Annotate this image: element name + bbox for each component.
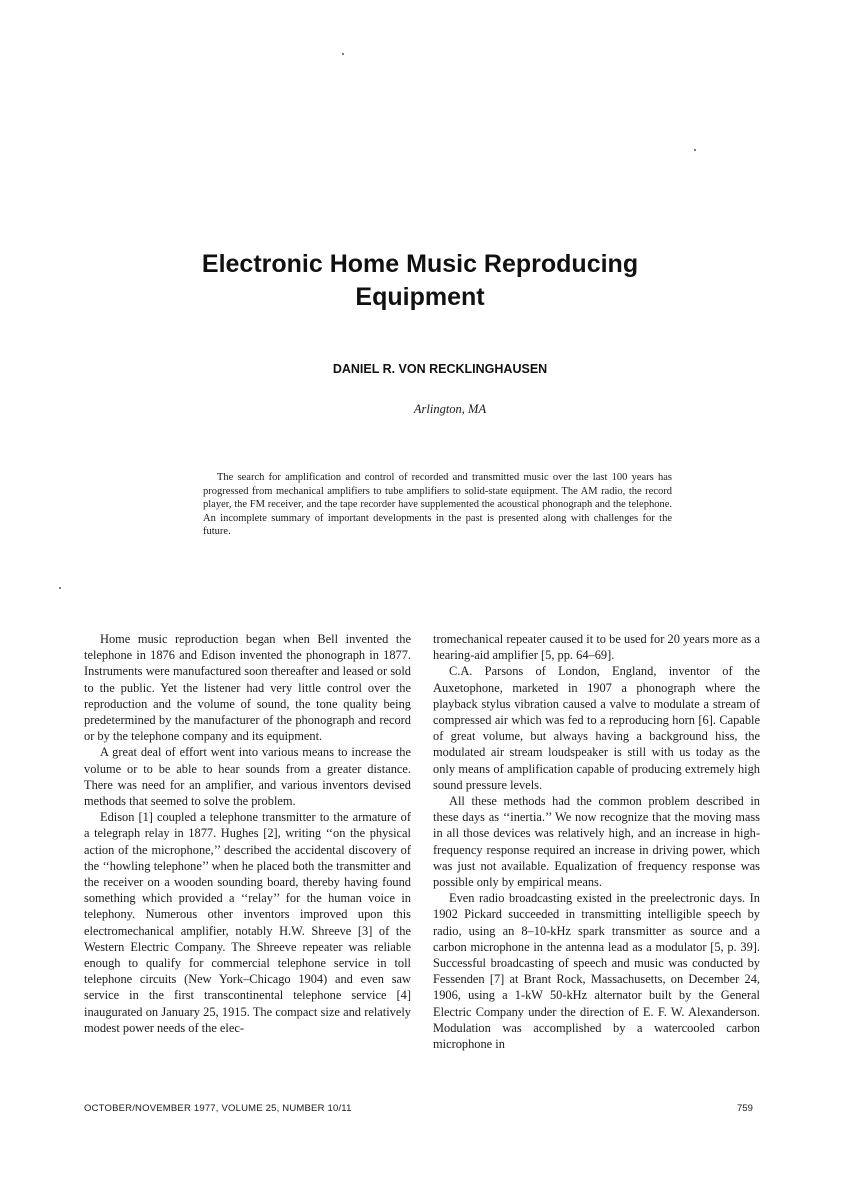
- scan-speck: [59, 587, 61, 589]
- body-column-left: [84, 631, 411, 1036]
- author-name: DANIEL R. VON RECKLINGHAUSEN: [332, 362, 548, 376]
- body-paragraph: All these methods had the common problem described in these days as ‘‘inertia.’’ We now recognize that the moving mass in all those devices was relatively high, and an increase in high-frequency response required an increase in driving power, which was just not available. Equalization of frequency response was possible only by empirical means.: [433, 794, 760, 890]
- body-paragraph: Edison [1] coupled a telephone transmitter to the armature of a telegraph relay in 1877. Hughes [2], writing ‘‘on the physical action of the microphone,’’ described the accidental discovery of the ‘‘howling telephone’’ when he placed both the transmitter and the receiver on a wooden sounding board, thereby having found something which provided a ‘‘relay’’ for the human voice in telephony. Numerous other inventors improved upon this electromechanical amplifier, notably H.W. Shreeve [3] of the Western Electric Company. The Shreeve repeater was reliable enough to qualify for commercial telephone service in toll telephone circuits (New York–Chicago 1904) and even saw service in the first transcontinental telephone service [4] inaugurated on January 25, 1915. The compact size and relatively modest power needs of the elec-: [84, 810, 411, 1035]
- body-paragraph: C.A. Parsons of London, England, inventor of the Auxetophone, marketed in 1907 a phonograph where the playback stylus vibration caused a valve to modulate a stream of compressed air which was fed to a reproducing horn [6]. Capable of great volume, but always having a background hiss, the modulated air stream loudspeaker is still with us today as the only means of amplification capable of producing extremely high sound pressure levels.: [433, 664, 760, 792]
- scan-speck: [694, 149, 696, 151]
- body-column-right: [433, 631, 760, 1052]
- body-paragraph: Even radio broadcasting existed in the preelectronic days. In 1902 Pickard succeeded in transmitting intelligible speech by radio, using an 8–10-kHz spark transmitter as source and a carbon microphone in the antenna lead as a modulator [5, p. 39]. Successful broadcasting of speech and music was conducted by Fessenden [7] at Brant Rock, Massachusetts, on December 24, 1906, using a 1-kW 50-kHz alternator built by the General Electric Company under the direction of E. F. W. Alexanderson. Modulation was accomplished by a watercooled carbon microphone in: [433, 891, 760, 1052]
- body-paragraph: A great deal of effort went into various means to increase the volume or to be able to hear sounds from a greater distance. There was need for an amplifier, and various inventors devised methods that seemed to solve the problem.: [84, 745, 411, 809]
- abstract: The search for amplification and control of recorded and transmitted music over the last 100 years has progressed from mechanical amplifiers to tube amplifiers to solid-state equipment. The AM radio, the record player, the FM receiver, and the tape recorder have supplemented the acoustical phonograph and the telephone. An incomplete summary of important developments in the past is presented along with challenges for the future.: [203, 472, 672, 538]
- article-title-line-2: Equipment: [355, 283, 485, 311]
- article-title-line-1: Electronic Home Music Reproducing: [201, 250, 639, 278]
- scan-speck: [342, 53, 344, 55]
- page-number: 759: [737, 1103, 753, 1114]
- body-paragraph: Home music reproduction began when Bell invented the telephone in 1876 and Edison invented the phonograph in 1877. Instruments were manufactured soon thereafter and leased or sold to the public. Yet the listener had very little control over the reproduction and the volume of sound, the tone quality being predetermined by the manufacturer of the phonograph and record or by the telephone company and its equipment.: [84, 632, 411, 744]
- journal-footer: OCTOBER/NOVEMBER 1977, VOLUME 25, NUMBER 10/11: [84, 1103, 352, 1114]
- body-paragraph-continued: tromechanical repeater caused it to be used for 20 years more as a hearing-aid amplifier [5, pp. 64–69].: [433, 632, 760, 663]
- author-affiliation: Arlington, MA: [413, 402, 487, 416]
- article-title: [130, 248, 710, 314]
